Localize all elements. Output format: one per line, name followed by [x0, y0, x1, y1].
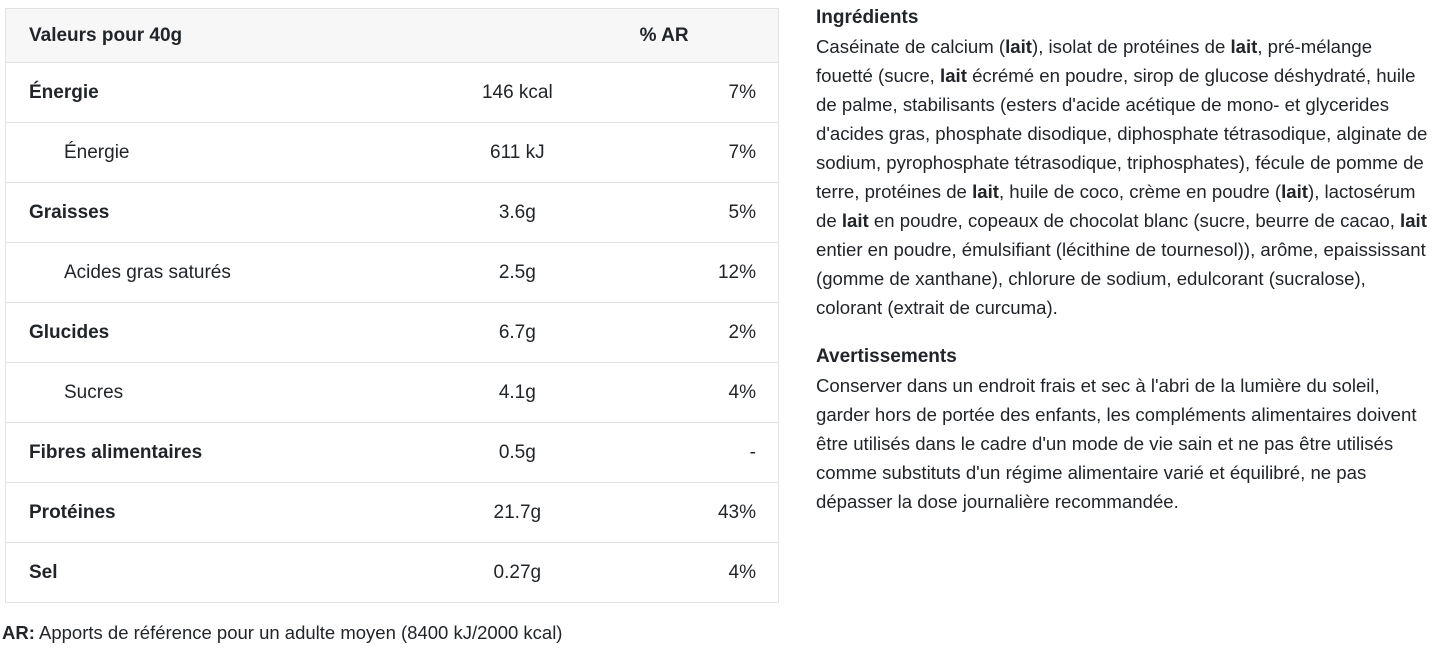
nutrient-label: Graisses	[6, 183, 396, 243]
nutrition-table	[5, 8, 779, 603]
nutrient-label: Glucides	[6, 303, 396, 363]
warnings-heading: Avertissements	[816, 346, 957, 367]
nutrient-value: 611 kJ	[395, 123, 640, 183]
table-row-energy-kcal	[6, 63, 779, 123]
ingredients-text: Caséinate de calcium (lait), isolat de protéines de lait, pré-mélange fouetté (sucre, lait écrémé en poudre, sirop de glucose déshydraté, huile de palme, stabilisants (esters d'acide acétique de mono- et glycerides d'acides gras, phosphate disodique, diphosphate tétrasodique, alginate de sodium, pyrophosphate tétrasodique, triphosphates), fécule de pomme de terre, protéines de lait, huile de coco, crème en poudre (lait), lactosérum de lait en poudre, copeaux de chocolat blanc (sucre, beurre de cacao, lait entier en poudre, émulsifiant (lécithine de tournesol)), arôme, epaississant (gomme de xanthane), chlorure de sodium, edulcorant (sucralose), colorant (extrait de curcuma).	[816, 36, 1428, 318]
nutrient-ar: 5%	[640, 183, 779, 243]
ar-footnote	[2, 622, 779, 644]
table-row-protein	[6, 483, 779, 543]
nutrient-ar: 7%	[640, 123, 779, 183]
nutrient-value: 3.6g	[395, 183, 640, 243]
serving-size-header: Valeurs pour 40g	[6, 9, 396, 63]
nutrient-label: Acides gras saturés	[6, 243, 396, 303]
nutrient-label: Sucres	[6, 363, 396, 423]
table-row-salt	[6, 543, 779, 603]
nutrition-facts-panel	[2, 8, 779, 644]
percent-ar-header: % AR	[640, 9, 779, 63]
nutrient-label: Sel	[6, 543, 396, 603]
nutrient-label: Fibres alimentaires	[6, 423, 396, 483]
nutrient-value: 0.5g	[395, 423, 640, 483]
nutrient-value: 6.7g	[395, 303, 640, 363]
nutrient-ar: 4%	[640, 543, 779, 603]
nutrient-ar: -	[640, 423, 779, 483]
warnings-text: Conserver dans un endroit frais et sec à l'abri de la lumière du soleil, garder hors de portée des enfants, les compléments alimentaires doivent être utilisés dans le cadre d'un mode de vie sain et ne pas être utilisés comme substituts d'un régime alimentaire varié et équilibré, ne pas dépasser la dose journalière recommandée.	[816, 375, 1417, 512]
nutrient-value: 4.1g	[395, 363, 640, 423]
nutrient-ar: 43%	[640, 483, 779, 543]
ingredients-heading: Ingrédients	[816, 7, 919, 28]
table-row-sugars	[6, 363, 779, 423]
table-row-energy-kj	[6, 123, 779, 183]
nutrient-ar: 2%	[640, 303, 779, 363]
nutrient-label: Protéines	[6, 483, 396, 543]
nutrient-ar: 7%	[640, 63, 779, 123]
table-row-carbohydrates	[6, 303, 779, 363]
ar-footnote-text: Apports de référence pour un adulte moyen (8400 kJ/2000 kcal)	[34, 622, 563, 643]
nutrient-label: Énergie	[6, 123, 396, 183]
nutrient-label: Énergie	[6, 63, 396, 123]
product-info-panel	[816, 3, 1434, 516]
nutrient-ar: 12%	[640, 243, 779, 303]
table-row-saturated-fat	[6, 243, 779, 303]
nutrient-value: 2.5g	[395, 243, 640, 303]
table-row-fat	[6, 183, 779, 243]
nutrient-value: 146 kcal	[395, 63, 640, 123]
nutrient-value: 21.7g	[395, 483, 640, 543]
nutrient-ar: 4%	[640, 363, 779, 423]
table-row-fiber	[6, 423, 779, 483]
value-column-header	[395, 9, 640, 63]
ar-footnote-abbr: AR:	[2, 622, 35, 643]
nutrient-value: 0.27g	[395, 543, 640, 603]
table-header-row	[6, 9, 779, 63]
